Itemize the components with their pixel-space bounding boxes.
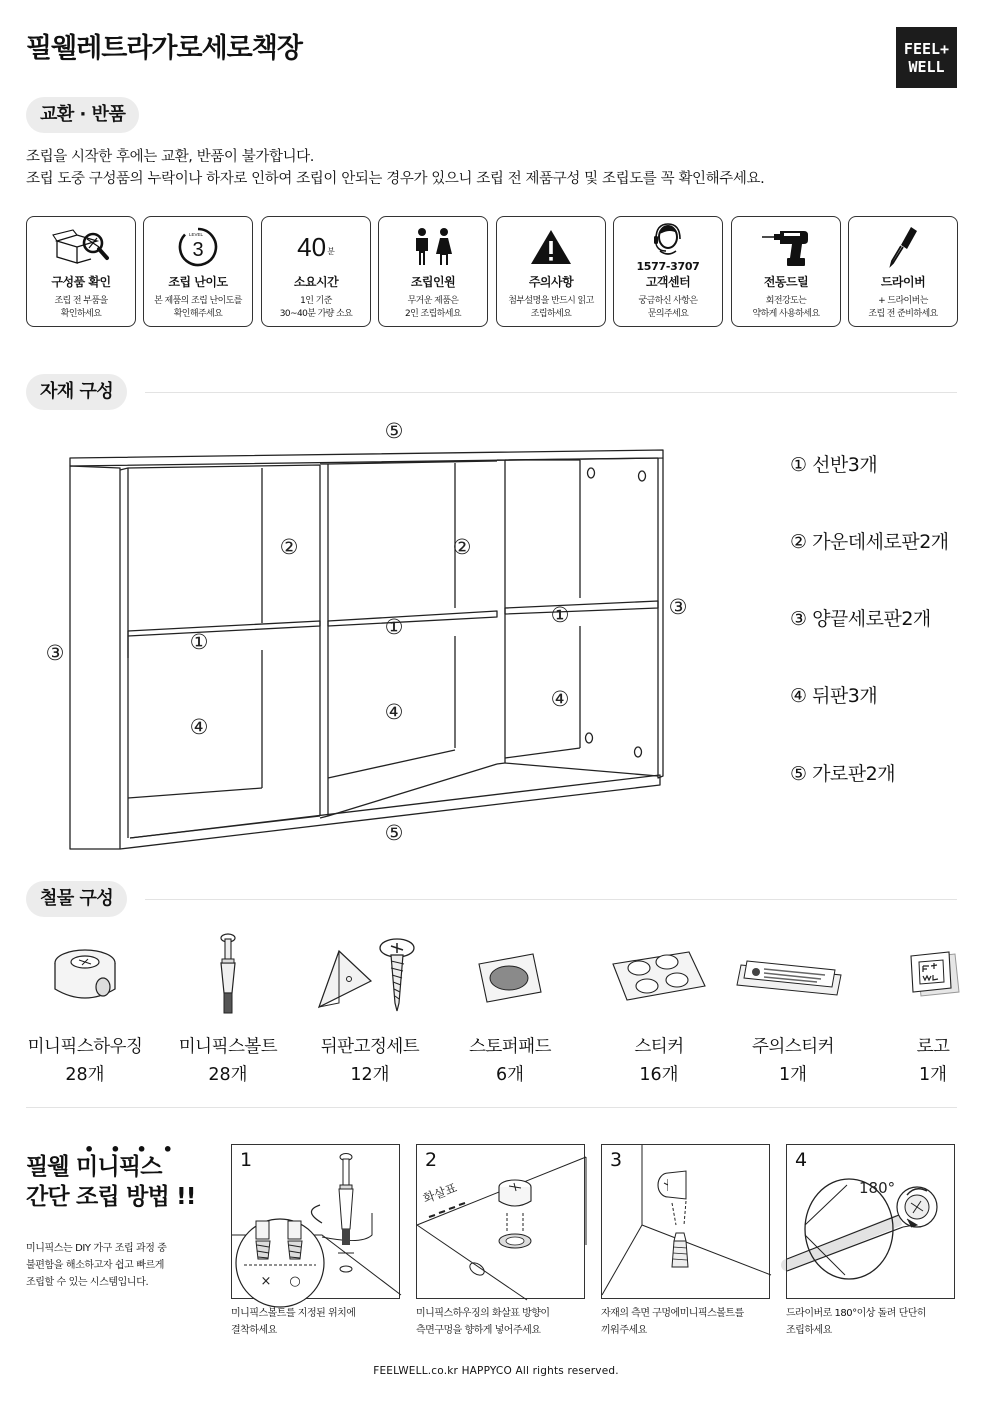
hardware-count: 6개	[495, 1065, 525, 1085]
marker-shelf-2: ①	[384, 615, 404, 639]
info-card-desc: 1인 기준 30~40분 가량 소요	[279, 296, 353, 319]
exchange-line2: 조립 도중 구성품의 누락이나 하자로 인하여 조립이 안되는 경우가 있으니 조립 전 제품구성 및 조립도를 꼭 확인해주세요.	[26, 171, 765, 187]
hardware-count: 28개	[65, 1065, 105, 1085]
angle-label: 180°	[859, 1179, 896, 1197]
step-number: 2	[425, 1149, 438, 1171]
minifix-bolt-icon	[213, 931, 243, 1021]
feelwell-logo	[896, 27, 957, 88]
step-illustration	[786, 1144, 955, 1299]
assembly-step-3	[601, 1144, 770, 1339]
marker-shelf-1: ①	[189, 630, 209, 654]
minifix-title-line2: 간단 조립 방법 !!	[26, 1184, 196, 1210]
minifix-title-line1: 필웰 미니픽스	[26, 1154, 162, 1180]
hardware-item-caution-sticker	[730, 928, 856, 1086]
hardware-count: 1개	[918, 1065, 948, 1085]
caution-sticker-icon	[737, 951, 849, 1001]
left-end-panel	[70, 466, 120, 849]
incorrect-mark: ×	[260, 1274, 272, 1289]
minifix-description: 미니픽스는 DIY 가구 조립 과정 중 불편함을 해소하고자 쉽고 빠르게 조립할 수 있는 시스템입니다.	[26, 1243, 167, 1288]
page-title: 필웰레트라가로세로책장	[26, 33, 302, 64]
info-card-time	[261, 216, 371, 327]
sticker-icon	[609, 946, 709, 1006]
hardware-name: 주의스티커	[751, 1037, 835, 1057]
marker-back-2: ④	[384, 700, 404, 724]
exchange-line1: 조립을 시작한 후에는 교환, 반품이 불가합니다.	[26, 149, 314, 165]
info-card-desc: 첨부설명을 반드시 읽고 조립하세요	[508, 296, 594, 319]
arrow-label: 화살표	[421, 1180, 459, 1206]
parts-section-label: 자재 구성	[26, 374, 127, 410]
step-caption: 자재의 측면 구멍에미니픽스볼트를 끼워주세요	[601, 1308, 744, 1336]
exchange-section-label: 교환 · 반품	[26, 97, 139, 133]
info-card-title: 조립인원	[410, 275, 456, 289]
marker-divider-right: ②	[452, 535, 472, 559]
hardware-name: 뒤판고정세트	[320, 1037, 420, 1057]
hardware-divider	[145, 899, 957, 900]
time-icon	[262, 225, 370, 269]
minifix-title	[26, 1152, 196, 1212]
info-card-title: 조립 난이도	[168, 275, 228, 289]
assembly-step-1	[231, 1144, 400, 1339]
hardware-name: 스티커	[634, 1037, 684, 1057]
legend-item-back-panel: ④ 뒤판3개	[790, 685, 878, 707]
correct-mark: ○	[289, 1274, 301, 1289]
hardware-count: 16개	[639, 1065, 679, 1085]
info-card-desc: 본 제품의 조립 난이도를 확인해주세요	[154, 296, 242, 319]
hardware-count: 1개	[778, 1065, 808, 1085]
logo-line2: WELL	[908, 57, 945, 76]
info-card-row	[26, 216, 958, 327]
shelf-2	[328, 611, 497, 626]
emphasis-dots: ••••	[84, 1140, 189, 1159]
level-number: 3	[192, 239, 204, 261]
hardware-name: 미니픽스하우징	[27, 1037, 143, 1057]
hardware-item-bolt	[170, 928, 286, 1086]
minifix-divider	[26, 1107, 957, 1108]
assembly-step-4	[786, 1144, 955, 1339]
middle-divider-1	[320, 464, 328, 818]
info-card-title: 고객센터	[645, 275, 691, 289]
info-card-title: 구성품 확인	[51, 275, 111, 289]
time-unit: 분	[327, 246, 335, 256]
hardware-item-logo	[892, 928, 974, 1086]
people-icon	[410, 227, 456, 267]
legend-item-end-panel: ③ 양끝세로판2개	[790, 608, 931, 630]
middle-divider-2	[497, 460, 505, 764]
info-card-title: 주의사항	[528, 275, 574, 289]
info-card-caution	[496, 216, 606, 327]
hardware-item-housing	[26, 928, 144, 1086]
marker-top-board: ⑤	[384, 419, 404, 443]
assembly-step-2	[416, 1144, 585, 1339]
info-card-title: 소요시간	[293, 275, 339, 289]
headset-icon	[650, 221, 686, 257]
hardware-count: 12개	[350, 1065, 390, 1085]
minifix-housing-icon	[48, 945, 122, 1007]
stopper-pad-icon	[475, 946, 545, 1006]
step-illustration	[416, 1144, 585, 1299]
marker-back-3: ④	[550, 687, 570, 711]
hardware-name: 로고	[916, 1037, 950, 1057]
bolt-into-hole-illustration	[602, 1145, 771, 1300]
step-caption: 미니픽스하우징의 화살표 방향이 측면구멍을 향하게 넣어주세요	[416, 1308, 550, 1336]
marker-bottom-board: ⑤	[384, 821, 404, 845]
back-panel-fixing-set-icon	[315, 933, 425, 1018]
housing-insertion-illustration	[417, 1145, 586, 1300]
bolt-insertion-illustration	[232, 1145, 401, 1300]
screwdriver-icon	[881, 225, 925, 269]
marker-divider-left: ②	[279, 535, 299, 559]
step-caption: 드라이버로 180°이상 돌려 단단히 조립하세요	[786, 1308, 927, 1336]
warning-icon	[529, 227, 573, 267]
drill-icon	[760, 226, 812, 268]
info-card-difficulty	[143, 216, 253, 327]
box-magnifier-icon	[51, 227, 111, 267]
hardware-name: 스토퍼패드	[468, 1037, 552, 1057]
shelf-1	[128, 621, 320, 658]
info-card-title: 전동드릴	[763, 275, 809, 289]
logo-line1: FEEL+	[903, 39, 950, 58]
marker-right-end: ③	[668, 595, 688, 619]
hardware-item-back-fixing-set	[306, 928, 434, 1086]
step-illustration	[601, 1144, 770, 1299]
info-card-drill	[731, 216, 841, 327]
level-icon	[176, 225, 220, 269]
legend-item-horizontal-board: ⑤ 가로판2개	[790, 763, 896, 785]
footer-copyright: FEELWELL.co.kr HAPPYCO All rights reserved.	[373, 1365, 619, 1377]
customer-phone: 1577-3707	[636, 260, 700, 273]
info-card-customer-center	[613, 216, 723, 327]
info-card-desc: 궁금하신 사항은 문의주세요	[638, 296, 698, 319]
info-card-people	[378, 216, 488, 327]
parts-divider	[145, 392, 957, 393]
step-caption: 미니픽스볼트를 지정된 위치에 결착하세요	[231, 1308, 356, 1336]
info-card-desc: 무거운 제품은 2인 조립하세요	[405, 296, 461, 319]
exchange-notice	[26, 146, 764, 190]
marker-left-end: ③	[45, 641, 65, 665]
hardware-item-sticker	[600, 928, 718, 1086]
info-card-desc: + 드라이버는 조립 전 준비하세요	[868, 296, 938, 319]
info-card-screwdriver	[848, 216, 958, 327]
info-card-parts-check	[26, 216, 136, 327]
time-number: 40	[297, 231, 327, 262]
hardware-count: 28개	[208, 1065, 248, 1085]
screwdriver-turn-illustration	[787, 1145, 956, 1300]
marker-shelf-3: ①	[550, 603, 570, 627]
info-card-desc: 조립 전 부품을 확인하세요	[54, 296, 108, 319]
step-number: 3	[610, 1149, 623, 1171]
bookshelf-diagram	[40, 418, 688, 858]
legend-item-middle-divider: ② 가운데세로판2개	[790, 531, 949, 553]
step-number: 1	[240, 1149, 253, 1171]
info-card-desc: 회전강도는 약하게 사용하세요	[752, 296, 820, 319]
step-number: 4	[795, 1149, 808, 1171]
logo-icon	[905, 948, 961, 1004]
level-text: LEVEL	[189, 232, 204, 237]
hardware-section-label: 철물 구성	[26, 881, 127, 917]
marker-back-1: ④	[189, 715, 209, 739]
shelf-3	[505, 601, 658, 614]
legend-item-shelf: ① 선반3개	[790, 454, 878, 476]
hardware-name: 미니픽스볼트	[178, 1037, 278, 1057]
hardware-item-stopper-pad	[456, 928, 564, 1086]
info-card-title: 드라이버	[880, 275, 926, 289]
step-illustration	[231, 1144, 400, 1299]
